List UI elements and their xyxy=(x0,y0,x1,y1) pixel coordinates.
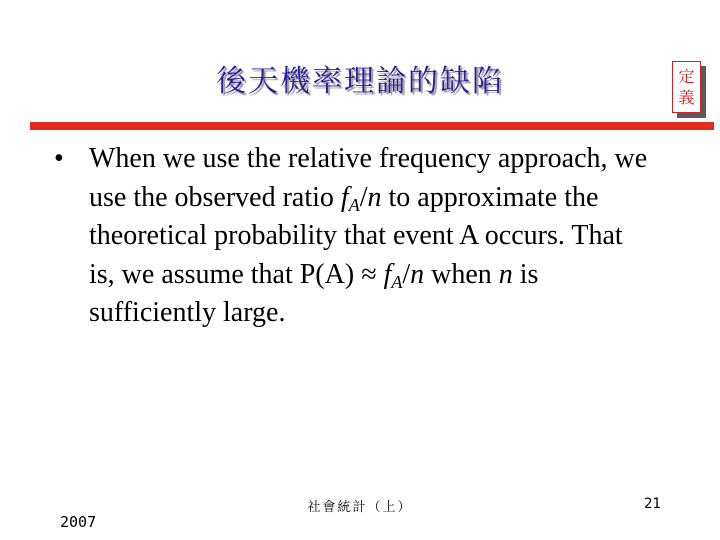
n-symbol-2: n xyxy=(410,258,425,290)
bullet-text-part-3: when xyxy=(424,258,499,290)
definition-button-char-2: 義 xyxy=(678,88,695,107)
title-underline xyxy=(30,122,714,130)
bullet-text-part-2: to approximate the theoretical probability that event A occurs. That is, we assume that P(A) xyxy=(89,181,623,290)
slide-title: 後天機率理論的缺陷 xyxy=(216,64,504,99)
f-symbol: f xyxy=(340,181,349,213)
bullet-text-part-1: When we use the relative frequency approach, we use the observed ratio xyxy=(89,143,648,213)
bullet-text-part-4: is sufficiently large. xyxy=(89,258,539,328)
footer-page-number: 21 xyxy=(644,496,661,512)
a-subscript: A xyxy=(348,194,360,215)
n-symbol-3: n xyxy=(498,258,513,290)
definition-button[interactable] xyxy=(672,61,701,113)
slash: / xyxy=(359,181,368,213)
bullet-marker: • xyxy=(54,143,64,174)
footer-year: 2007 xyxy=(60,513,97,531)
definition-button-char-1: 定 xyxy=(678,67,695,86)
bullet-block xyxy=(54,140,654,333)
slash-2: / xyxy=(402,258,411,290)
bullet-text xyxy=(89,140,654,333)
a-subscript-2: A xyxy=(391,271,403,292)
footer-course-name: 社會統計（上） xyxy=(307,500,413,515)
approx-symbol: ≈ xyxy=(361,258,377,290)
f-symbol-2: f xyxy=(383,258,392,290)
n-symbol: n xyxy=(367,181,382,213)
